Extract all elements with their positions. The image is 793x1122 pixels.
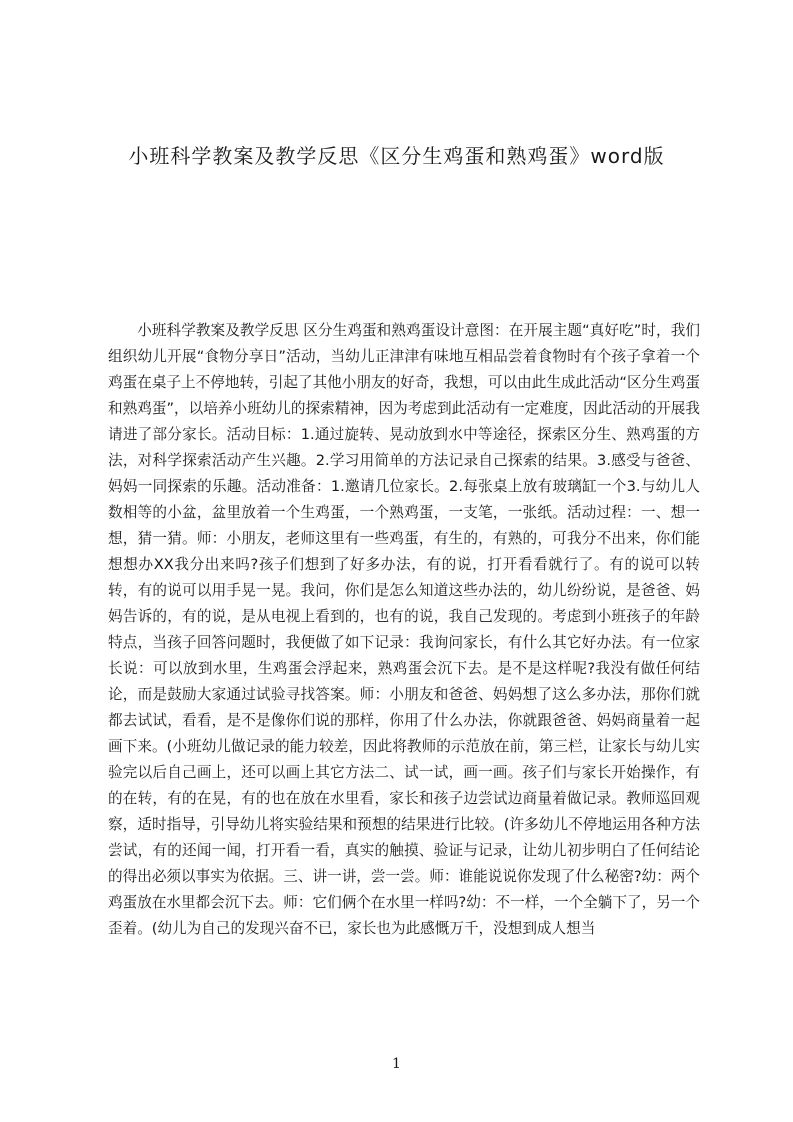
document-title: 小班科学教案及教学反思《区分生鸡蛋和熟鸡蛋》word版 <box>128 144 665 168</box>
page-number: 1 <box>392 1056 401 1072</box>
document-body-paragraph: 小班科学教案及教学反思 区分生鸡蛋和熟鸡蛋设计意图：在开展主题“真好吃”时，我们组织幼儿开展“食物分享日”活动，当幼儿正津津有味地互相品尝着食物时有个孩子拿着一个鸡蛋在桌子上不停地转，引起了其他小朋友的好奇，我想，可以由此生成此活动“区分生鸡蛋和熟鸡蛋”，以培养小班幼儿的探索精神，因为考虑到此活动有一定难度，因此活动的开展我请进了部分家长。活动目标：1.通过旋转、晃动放到水中等途径，探索区分生、熟鸡蛋的方法，对科学探索活动产生兴趣。2.学习用简单的方法记录自己探索的结果。3.感受与爸爸、妈妈一同探索的乐趣。活动准备：1.邀请几位家长。2.每张桌上放有玻璃缸一个3.与幼儿人数相等的小盆，盆里放着一个生鸡蛋，一个熟鸡蛋，一支笔，一张纸。活动过程：一、想一想，猜一猜。师：小朋友，老师这里有一些鸡蛋，有生的，有熟的，可我分不出来，你们能想想办XX我分出来吗?孩子们想到了好多办法，有的说，打开看看就行了。有的说可以转转，有的说可以用手晃一晃。我问，你们是怎么知道这些办法的，幼儿纷纷说，是爸爸、妈妈告诉的，有的说，是从电视上看到的，也有的说，我自己发现的。考虑到小班孩子的年龄特点，当孩子回答问题时，我便做了如下记录：我询问家长，有什么其它好办法。有一位家长说：可以放到水里，生鸡蛋会浮起来，熟鸡蛋会沉下去。是不是这样呢?我没有做任何结论，而是鼓励大家通过试验寻找答案。师：小朋友和爸爸、妈妈想了这么多办法，那你们就都去试试，看看，是不是像你们说的那样，你用了什么办法，你就跟爸爸、妈妈商量着一起画下来。(小班幼儿做记录的能力较差，因此将教师的示范放在前，第三栏，让家长与幼儿实验完以后自己画上，还可以画上其它方法二、试一试，画一画。孩子们与家长开始操作，有的在转，有的在晃，有的也在放在水里看，家长和孩子边尝试边商量着做记录。教师巡回观察，适时指导，引导幼儿将实验结果和预想的结果进行比较。(许多幼儿不停地运用各种方法尝试，有的还闻一闻，打开看一看，真实的触摸、验证与记录，让幼儿初步明白了任何结论的得出必须以事实为依据。三、讲一讲，尝一尝。师：谁能说说你发现了什么秘密?幼：两个鸡蛋放在水里都会沉下去。师：它们俩个在水里一样吗?幼：不一样，一个全躺下了，另一个歪着。(幼儿为自己的发现兴奋不已，家长也为此感慨万千，没想到成人想当 <box>108 322 700 937</box>
